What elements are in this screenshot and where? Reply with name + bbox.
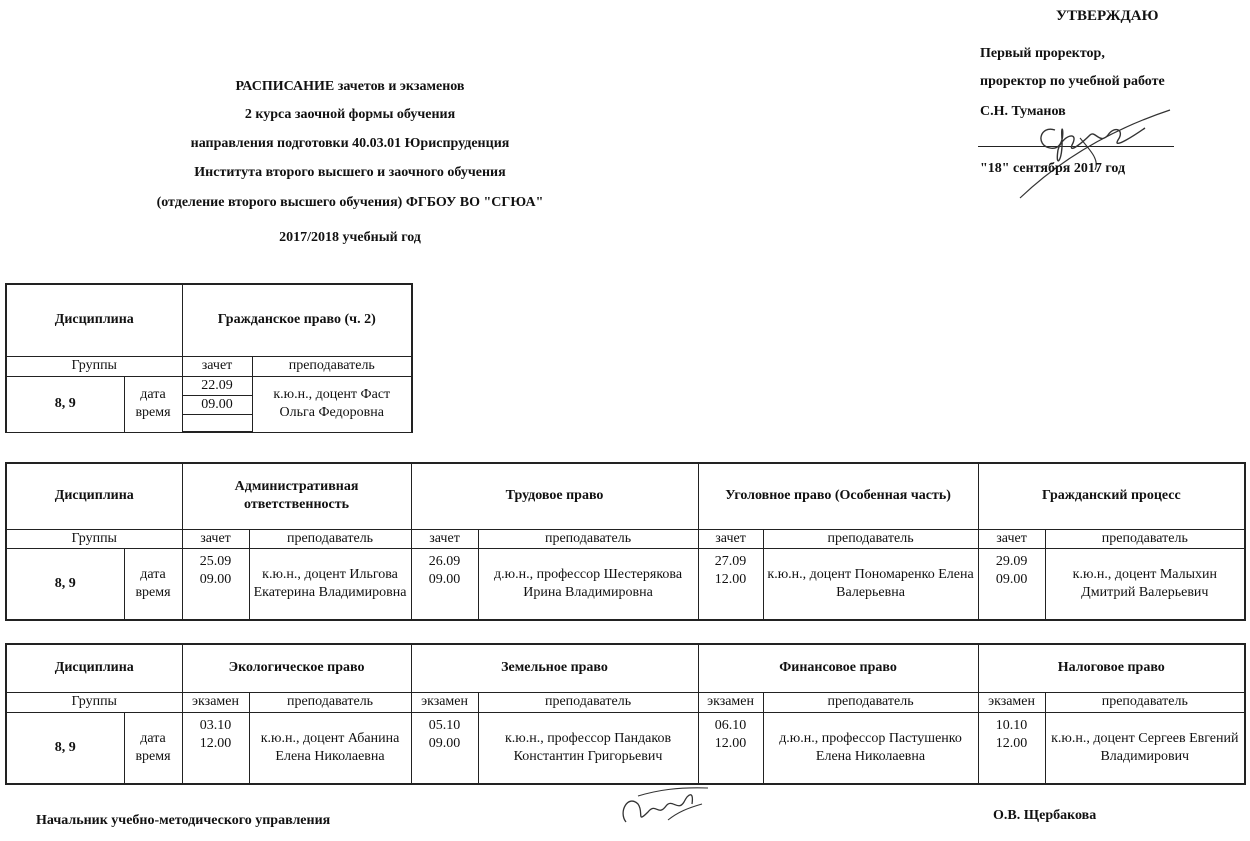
date-label: дата [140,730,166,746]
assessment-type: экзамен [698,692,763,712]
date-time-cell [411,712,478,784]
discipline-label: Дисциплина [6,284,182,356]
teacher-label: преподаватель [1045,692,1245,712]
groups-label: Группы [6,529,182,548]
date-time-cell [698,712,763,784]
assessment-type: экзамен [411,692,478,712]
subject-name: Налоговое право [978,644,1245,692]
exam-time: 12.00 [714,735,747,751]
assessment-type: зачет [411,529,478,548]
rector-signature-icon [1000,90,1180,200]
subject-name: Земельное право [411,644,698,692]
schedule-year: 2017/2018 учебный год [279,230,421,245]
discipline-label: Дисциплина [6,644,182,692]
schedule-table-1 [5,283,413,433]
subject-name: Экологическое право [182,644,411,692]
groups-value: 8, 9 [6,548,124,620]
assessment-type: зачет [182,356,252,376]
footer-position: Начальник учебно-методического управления [36,813,331,828]
date-label: дата [140,566,166,582]
date-label: дата [140,387,166,402]
date-time-cell [182,712,249,784]
subject-name: Трудовое право [411,463,698,529]
exam-time: 09.00 [428,735,461,751]
date-time-label [124,376,182,432]
exam-time: 09.00 [199,571,232,587]
schedule-course: 2 курса заочной формы обучения [244,107,456,122]
groups-label: Группы [6,356,182,376]
exam-date: 26.09 [428,553,461,569]
subject-name: Гражданский процесс [978,463,1245,529]
exam-date: 10.10 [995,717,1028,733]
approval-position-2: проректор по учебной работе [980,74,1165,89]
schedule-table-3 [5,643,1246,785]
groups-value: 8, 9 [6,712,124,784]
date-time-cell [698,548,763,620]
teacher-name: к.ю.н., доцент Ильгова Екатерина Владимировна [249,548,411,620]
time-label: время [135,584,171,600]
exam-date: 06.10 [714,717,747,733]
schedule-institute: Института второго высшего и заочного обучения [194,165,506,180]
teacher-name: к.ю.н., доцент Сергеев Евгений Владимирович [1045,712,1245,784]
empty-cell [182,414,252,432]
head-signature-icon [608,782,718,832]
subject-name: Гражданское право (ч. 2) [182,284,412,356]
exam-time: 12.00 [199,735,232,751]
teacher-label: преподаватель [763,529,978,548]
assessment-type: зачет [698,529,763,548]
date-time-cell [978,548,1045,620]
date-time-label [124,712,182,784]
subject-name: Финансовое право [698,644,978,692]
assessment-type: зачет [182,529,249,548]
exam-time: 12.00 [995,735,1028,751]
schedule-title: РАСПИСАНИЕ зачетов и экзаменов [235,79,465,94]
teacher-label: преподаватель [763,692,978,712]
assessment-type: зачет [978,529,1045,548]
exam-time: 09.00 [182,395,252,414]
date-time-cell [411,548,478,620]
schedule-table-2 [5,462,1246,621]
time-label: время [135,748,171,764]
exam-date: 29.09 [995,553,1028,569]
exam-time: 12.00 [714,571,747,587]
exam-date: 05.10 [428,717,461,733]
exam-time: 09.00 [995,571,1028,587]
teacher-name: к.ю.н., профессор Пандаков Константин Григорьевич [478,712,698,784]
subject-name: Административная ответственность [182,463,411,529]
teacher-label: преподаватель [249,529,411,548]
approval-date: "18" сентября 2017 год [980,161,1126,176]
assessment-type: экзамен [978,692,1045,712]
teacher-name: к.ю.н., доцент Абанина Елена Николаевна [249,712,411,784]
discipline-label: Дисциплина [6,463,182,529]
exam-date: 25.09 [199,553,232,569]
approval-position-1: Первый проректор, [980,46,1105,61]
exam-date: 27.09 [714,553,747,569]
date-time-cell [978,712,1045,784]
footer-name: О.В. Щербакова [993,808,1097,823]
groups-label: Группы [6,692,182,712]
teacher-name: д.ю.н., профессор Шестерякова Ирина Владимировна [478,548,698,620]
date-time-label [124,548,182,620]
teacher-label: преподаватель [249,692,411,712]
groups-value: 8, 9 [6,376,124,432]
teacher-label: преподаватель [478,692,698,712]
teacher-label: преподаватель [252,356,412,376]
teacher-label: преподаватель [1045,529,1245,548]
approval-signatory: С.Н. Туманов [980,104,1066,119]
teacher-name: к.ю.н., доцент Малыхин Дмитрий Валерьевич [1045,548,1245,620]
teacher-name: к.ю.н., доцент Фаст Ольга Федоровна [252,376,412,432]
exam-date: 03.10 [199,717,232,733]
schedule-direction: направления подготовки 40.03.01 Юриспруденция [190,136,510,151]
teacher-name: к.ю.н., доцент Пономаренко Елена Валерьевна [763,548,978,620]
exam-time: 09.00 [428,571,461,587]
teacher-name: д.ю.н., профессор Пастушенко Елена Николаевна [763,712,978,784]
teacher-label: преподаватель [478,529,698,548]
schedule-department: (отделение второго высшего обучения) ФГБОУ ВО "СГЮА" [156,195,544,210]
approval-title: УТВЕРЖДАЮ [1056,8,1159,24]
subject-name: Уголовное право (Особенная часть) [698,463,978,529]
assessment-type: экзамен [182,692,249,712]
time-label: время [135,405,171,420]
date-time-cell [182,548,249,620]
exam-date: 22.09 [182,376,252,395]
